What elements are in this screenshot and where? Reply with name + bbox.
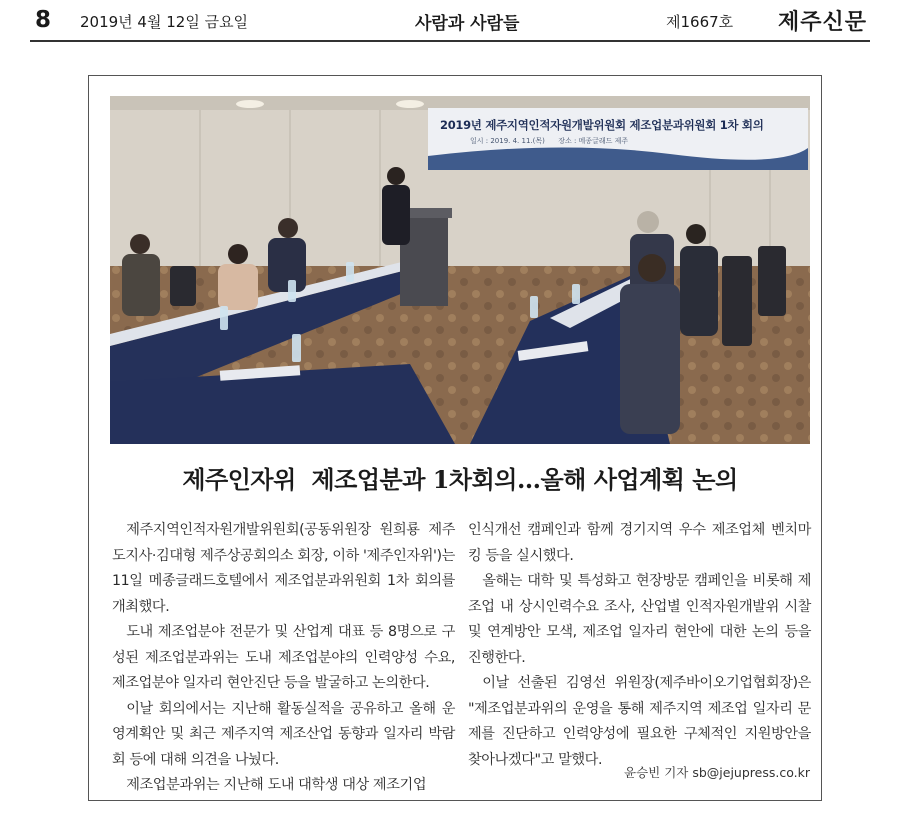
article-column-left [112, 518, 455, 799]
issue-number: 제1667호 [666, 13, 734, 31]
paragraph: 도내 제조업분야 전문가 및 산업계 대표 등 8명으로 구성된 제조업분과위는 도내 제조업분야의 인력양성 수요, 제조업분야 일자리 현안진단 등을 발굴하고 논의한다. [112, 624, 455, 691]
page-number: 8 [35, 7, 52, 33]
paragraph: 이날 회의에서는 지난해 활동실적을 공유하고 올해 운영계획안 및 최근 제주지역 제조산업 동향과 일자리 박람회 등에 대해 의견을 나눴다. [112, 700, 455, 768]
newspaper-logo: 제주신문 [778, 10, 868, 35]
section-title: 사람과 사람들 [415, 14, 520, 34]
reporter-byline: 윤승빈 기자 sb@jejupress.co.kr [624, 765, 810, 780]
header-rule [30, 40, 870, 42]
meeting-photo [110, 96, 810, 444]
page-header [0, 0, 900, 40]
publication-date: 2019년 4월 12일 금요일 [80, 13, 249, 31]
paragraph: 제주지역인적자원개발위원회(공동위원장 원희룡 제주도지사·김대형 제주상공회의소 회장, 이하 '제주인자위')는 11일 메종글래드호텔에서 제조업분과위원회 1차 회의를 개최했다. [112, 522, 455, 615]
banner-subtitle: 일시 : 2019. 4. 11.(목) 장소 : 메종글래드 제주 [470, 137, 629, 145]
paragraph: 이날 선출된 김영선 위원장(제주바이오기업협회장)은 "제조업분과위의 운영을 통해 제주지역 제조업 일자리 문제를 진단하고 인력양성에 필요한 구체적인 지원방안을 찾아나겠다"고 말했다. [468, 675, 811, 768]
article-headline: 제주인자위 제조업분과 1차회의…올해 사업계획 논의 [182, 465, 738, 494]
paragraph: 제조업분과위는 지난해 도내 대학생 대상 제조기업 [126, 777, 427, 793]
paragraph: 올해는 대학 및 특성화고 현장방문 캠페인을 비롯해 제조업 내 상시인력수요 조사, 산업별 인적자원개발위 시찰 및 연계방안 모색, 제조업 일자리 현안에 대한 논의 등을 진행한다. [468, 573, 811, 666]
article-column-right [468, 518, 811, 773]
paragraph: 인식개선 캠페인과 함께 경기지역 우수 제조업체 벤치마킹 등을 실시했다. [468, 522, 811, 564]
banner-title: 2019년 제주지역인적자원개발위원회 제조업분과위원회 1차 회의 [440, 118, 764, 132]
